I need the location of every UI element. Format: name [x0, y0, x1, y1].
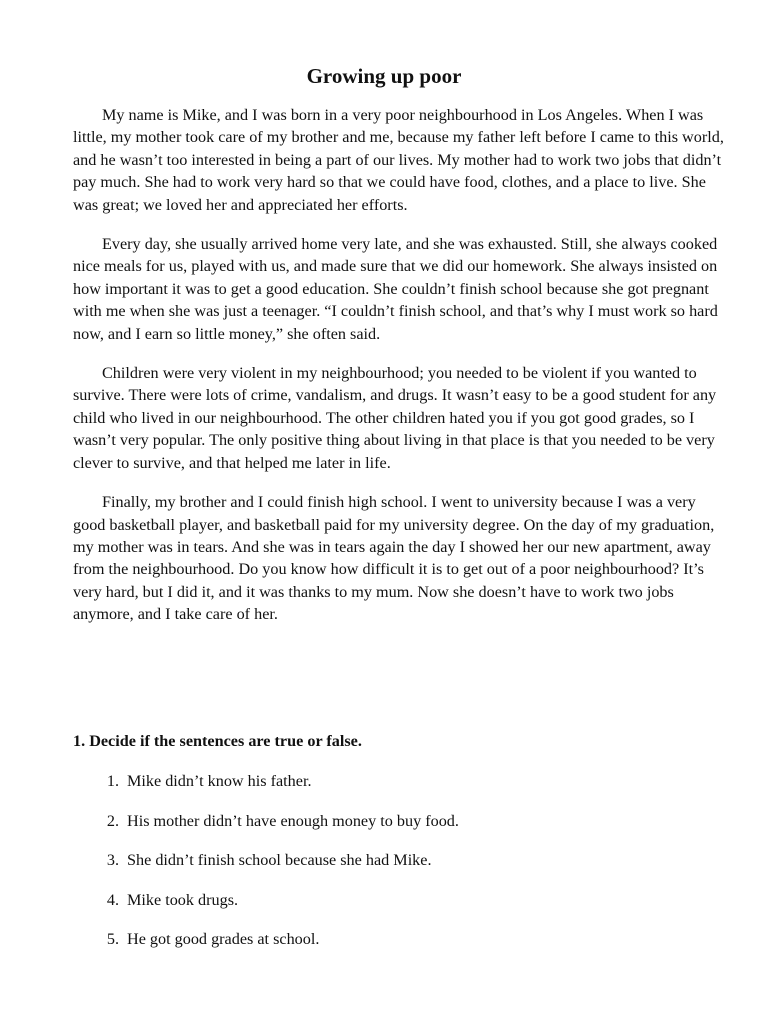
document-title: Growing up poor — [306, 64, 462, 88]
item-number: 2. — [106, 811, 119, 830]
list-item — [73, 810, 725, 832]
story-paragraph-3: Children were very violent in my neighbourhood; you needed to be violent if you wanted to survive. There were lots of crime, vandalism, and drugs. It wasn’t easy to be a good student for any child who lived in our neighbourhood. The other children hated you if you got good grades, so I wasn’t very popular. The only positive thing about living in that place is that you needed to be very clever to survive, and that helped me later in life. — [73, 364, 717, 472]
list-item — [73, 849, 725, 871]
story-paragraph-2: Every day, she usually arrived home very late, and she was exhausted. Still, she always cooked nice meals for us, played with us, and made sure that we did our homework. She always insisted on how important it was to get a good education. She couldn’t finish school because she got pregnant with me when she was just a teenager. “I couldn’t finish school, and that’s why I must work so hard now, and I earn so little money,” she often said. — [73, 235, 718, 343]
story-paragraph-1: My name is Mike, and I was born in a very poor neighbourhood in Los Angeles. When I was little, my mother took care of my brother and me, because my father left before I came to this world, and he wasn’t too interested in being a part of our lives. My mother had to work two jobs that didn’t pay much. She had to work very hard so that we could have food, clothes, and a place to live. She was great; we loved her and appreciated her efforts. — [73, 106, 724, 214]
story-body — [73, 104, 725, 643]
item-text: Mike didn’t know his father. — [127, 772, 312, 790]
exercise-list — [73, 770, 725, 950]
item-text: Mike took drugs. — [127, 890, 239, 909]
list-item — [73, 928, 725, 950]
list-item — [73, 770, 725, 792]
item-number: 4. — [106, 890, 119, 909]
item-number: 5. — [106, 930, 119, 948]
item-text: She didn’t finish school because she had Mike. — [127, 851, 432, 869]
exercise-heading: 1. Decide if the sentences are true or false. — [73, 732, 362, 750]
list-item — [73, 889, 725, 911]
item-text: He got good grades at school. — [127, 930, 320, 948]
exercise-section — [73, 730, 725, 968]
item-text: His mother didn’t have enough money to buy food. — [127, 811, 459, 830]
item-number: 1. — [106, 772, 119, 790]
story-paragraph-4: Finally, my brother and I could finish high school. I went to university because I was a very good basketball player, and basketball paid for my university degree. On the day of my graduation, my mother was in tears. And she was in tears again the day I showed her our new apartment, away from the neighbourhood. Do you know how difficult it is to get out of a poor neighbourhood? It’s very hard, but I did it, and it was thanks to my mum. Now she doesn’t have to work two jobs anymore, and I take care of her. — [73, 493, 715, 624]
item-number: 3. — [106, 851, 119, 869]
